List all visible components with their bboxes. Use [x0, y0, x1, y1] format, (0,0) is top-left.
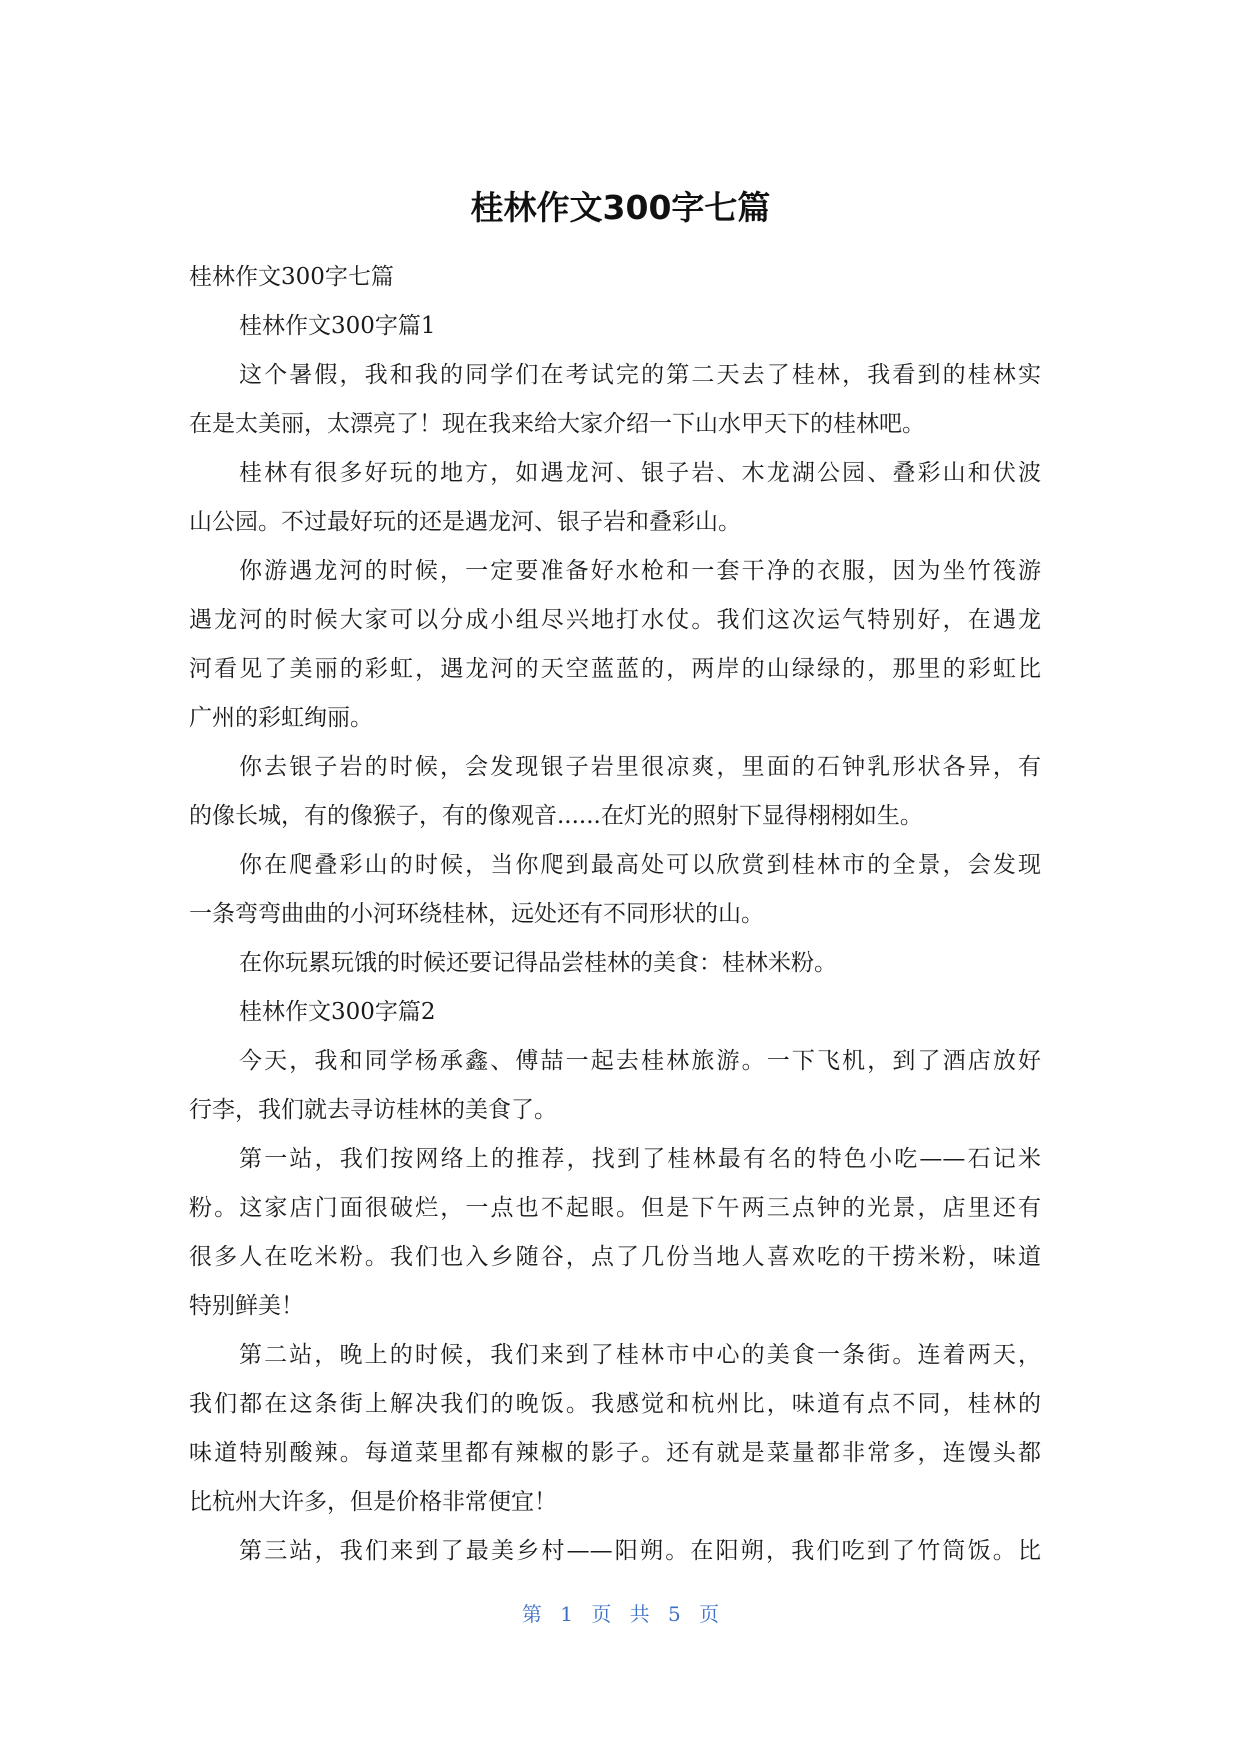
page-footer: [0, 1600, 1241, 1628]
text-line: 比杭州大许多，但是价格非常便宜！: [189, 1489, 557, 1515]
document-body: [189, 253, 1041, 1576]
text-line: 桂林作文300字篇1: [239, 313, 436, 339]
text-line: 河看见了美丽的彩虹，遇龙河的天空蓝蓝的，两岸的山绿绿的，那里的彩虹比: [189, 656, 1041, 682]
text-line: 味道特别酸辣。每道菜里都有辣椒的影子。还有就是菜量都非常多，连馒头都: [189, 1440, 1041, 1466]
text-line: 桂林作文300字篇2: [239, 999, 436, 1025]
text-line: 第一站，我们按网络上的推荐，找到了桂林最有名的特色小吃——石记米: [239, 1146, 1041, 1172]
text-line: 在是太美丽，太漂亮了！现在我来给大家介绍一下山水甲天下的桂林吧。: [189, 411, 925, 437]
text-line: 桂林作文300字七篇: [189, 264, 394, 290]
text-line: 遇龙河的时候大家可以分成小组尽兴地打水仗。我们这次运气特别好，在遇龙: [189, 607, 1041, 633]
document-title: 桂林作文300字七篇: [470, 188, 771, 227]
text-line: 广州的彩虹绚丽。: [189, 705, 373, 731]
text-line: 行李，我们就去寻访桂林的美食了。: [189, 1097, 557, 1123]
text-line: 你游遇龙河的时候，一定要准备好水枪和一套干净的衣服，因为坐竹筏游: [239, 558, 1041, 584]
footer-page-label: 第: [521, 1602, 542, 1626]
text-line: 我们都在这条街上解决我们的晚饭。我感觉和杭州比，味道有点不同，桂林的: [189, 1391, 1041, 1417]
text-line: 一条弯弯曲曲的小河环绕桂林，远处还有不同形状的山。: [189, 901, 764, 927]
text-line: 你去银子岩的时候，会发现银子岩里很凉爽，里面的石钟乳形状各异，有: [239, 754, 1041, 780]
text-line: 山公园。不过最好玩的还是遇龙河、银子岩和叠彩山。: [189, 509, 741, 535]
footer-current-page: 1: [560, 1602, 573, 1626]
text-line: 这个暑假，我和我的同学们在考试完的第二天去了桂林，我看到的桂林实: [239, 362, 1041, 388]
text-line: 粉。这家店门面很破烂，一点也不起眼。但是下午两三点钟的光景，店里还有: [189, 1195, 1041, 1221]
text-line: 第三站，我们来到了最美乡村——阳朔。在阳朔，我们吃到了竹筒饭。比: [239, 1538, 1041, 1564]
footer-total-suffix: 页: [699, 1602, 720, 1626]
text-line: 你在爬叠彩山的时候，当你爬到最高处可以欣赏到桂林市的全景，会发现: [239, 852, 1041, 878]
footer-total-label: 共: [629, 1602, 650, 1626]
text-line: 的像长城，有的像猴子，有的像观音......在灯光的照射下显得栩栩如生。: [189, 803, 923, 829]
text-line: 很多人在吃米粉。我们也入乡随谷，点了几份当地人喜欢吃的干捞米粉，味道: [189, 1244, 1041, 1270]
footer-page-suffix: 页: [591, 1602, 612, 1626]
text-line: 桂林有很多好玩的地方，如遇龙河、银子岩、木龙湖公园、叠彩山和伏波: [239, 460, 1041, 486]
text-line: 在你玩累玩饿的时候还要记得品尝桂林的美食：桂林米粉。: [239, 950, 837, 976]
text-line: 今天，我和同学杨承鑫、傅喆一起去桂林旅游。一下飞机，到了酒店放好: [239, 1048, 1041, 1074]
text-line: 第二站，晚上的时候，我们来到了桂林市中心的美食一条街。连着两天，: [239, 1342, 1041, 1368]
text-line: 特别鲜美！: [189, 1293, 304, 1319]
footer-total-pages: 5: [668, 1602, 681, 1626]
